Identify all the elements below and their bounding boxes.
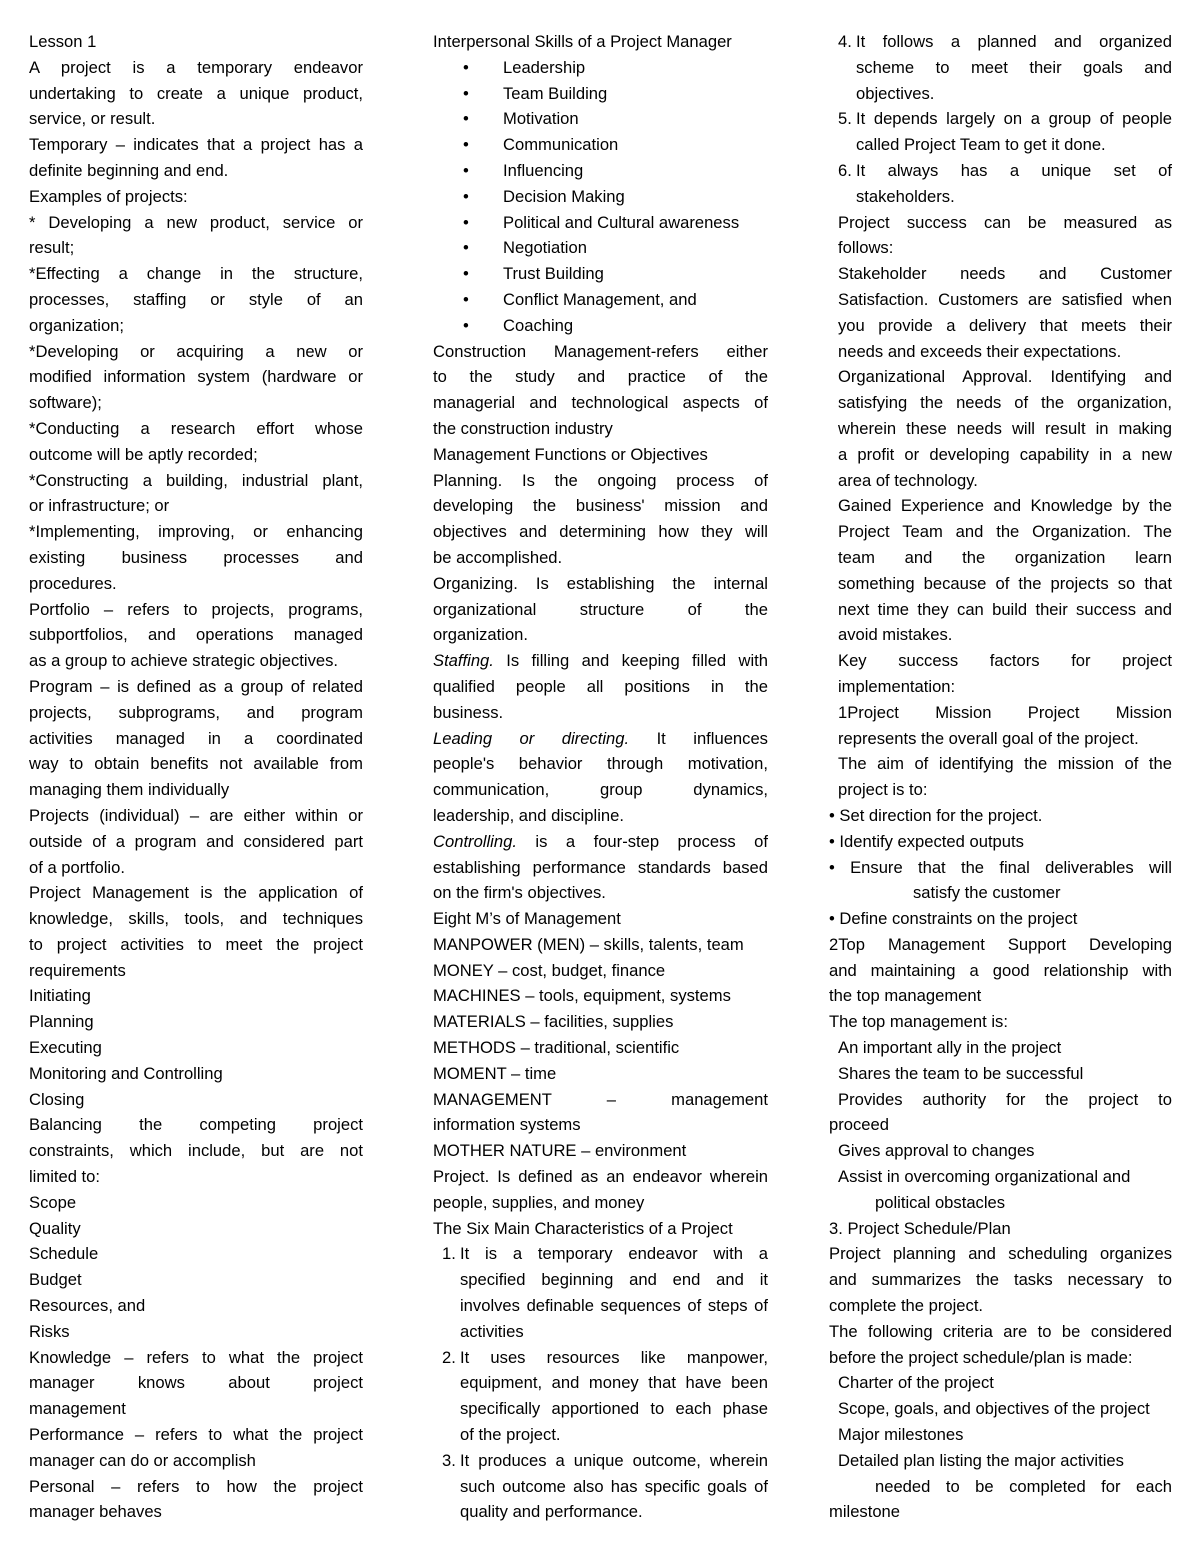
text-line: Risks — [29, 1321, 70, 1341]
list-number: 4. — [838, 32, 852, 51]
text-line: procedures. — [29, 573, 117, 593]
list-text: It is a temporary endeavor with a — [460, 1244, 768, 1264]
term-definition: is a four-step process of — [516, 831, 768, 851]
bullet-list-item — [433, 210, 768, 236]
text-line: Assist in overcoming organizational and — [838, 1167, 1131, 1187]
text-line: Major milestones — [838, 1425, 964, 1445]
text-line: Temporary – indicates that a project has a — [29, 135, 363, 155]
text-line: Knowledge – refers to what the project — [29, 1347, 363, 1367]
text-line: follows: — [838, 238, 894, 258]
text-line: area of technology. — [838, 470, 978, 490]
text-line: Planning — [29, 1012, 94, 1032]
text-line: Stakeholder needs and Customer — [838, 264, 1172, 284]
text-line: scheme to meet their goals and — [856, 57, 1172, 77]
text-line: undertaking to create a unique product, — [29, 83, 363, 103]
numbered-list-item — [433, 1241, 768, 1267]
text-line: Executing — [29, 1038, 102, 1058]
text-line: Project success can be measured as — [838, 212, 1172, 232]
text-line: Budget — [29, 1270, 82, 1290]
bullet-icon: • — [463, 160, 469, 180]
bullet-list-item — [433, 184, 768, 210]
text-line: Construction Management-refers either — [433, 341, 768, 361]
text-line: or infrastructure; or — [29, 496, 170, 516]
text-line: team and the organization learn — [838, 547, 1172, 567]
text-line: Project. Is defined as an endeavor wherein — [433, 1167, 768, 1187]
bullet-text: Decision Making — [503, 186, 625, 206]
text-line: requirements — [29, 960, 126, 980]
text-line: managerial and technological aspects of — [433, 393, 768, 413]
text-line: modified information system (hardware or — [29, 367, 363, 387]
list-text: It follows a planned and organized — [856, 32, 1172, 51]
column-left — [29, 29, 363, 1525]
text-line: limited to: — [29, 1167, 101, 1187]
text-line: Organizing. Is establishing the internal — [433, 573, 768, 593]
text-line: satisfying the needs of the organization, — [838, 393, 1172, 413]
text-line — [433, 648, 768, 674]
text-line: processes, staffing or style of an — [29, 289, 363, 309]
text-line: stakeholders. — [856, 186, 955, 206]
text-line: specified beginning and end and it — [460, 1270, 768, 1290]
text-line: Project Management is the application of — [29, 883, 363, 903]
text-line: Interpersonal Skills of a Project Manager — [433, 32, 732, 51]
bullet-text: Political and Cultural awareness — [503, 212, 740, 232]
text-line: knowledge, skills, tools, and techniques — [29, 909, 363, 929]
list-number: 1. — [442, 1244, 456, 1264]
text-line: implementation: — [838, 676, 956, 696]
text-line: An important ally in the project — [838, 1038, 1062, 1058]
text-line: Scope, goals, and objectives of the project — [838, 1399, 1150, 1419]
text-line: proceed — [829, 1115, 889, 1135]
text-line: to project activities to meet the project — [29, 934, 363, 954]
text-line: • Identify expected outputs — [829, 831, 1024, 851]
numbered-list-item — [829, 106, 1172, 132]
text-line: wherein these needs will result in making — [838, 418, 1172, 438]
text-line: Scope — [29, 1192, 77, 1212]
text-line: Organizational Approval. Identifying and — [838, 367, 1172, 387]
text-line: called Project Team to get it done. — [856, 135, 1106, 155]
text-line: MOMENT – time — [433, 1063, 557, 1083]
bullet-icon: • — [463, 289, 469, 309]
text-line: objectives. — [856, 83, 935, 103]
text-line: complete the project. — [829, 1296, 984, 1316]
numbered-list-item — [829, 29, 1172, 55]
column-middle — [433, 29, 768, 1525]
text-line: manager knows about project — [29, 1373, 363, 1393]
bullet-text: Motivation — [503, 109, 579, 129]
text-line — [433, 726, 768, 752]
text-line: The following criteria are to be considered — [829, 1321, 1172, 1341]
text-line: subportfolios, and operations managed — [29, 625, 363, 645]
bullet-text: Leadership — [503, 57, 586, 77]
text-line: avoid mistakes. — [838, 625, 953, 645]
text-line: leadership, and discipline. — [433, 805, 624, 825]
text-line: quality and performance. — [460, 1502, 643, 1522]
text-line: 3. Project Schedule/Plan — [829, 1218, 1011, 1238]
list-number: 3. — [442, 1450, 456, 1470]
bullet-list-item — [433, 287, 768, 313]
text-line: needs and exceeds their expectations. — [838, 341, 1122, 361]
text-line: Resources, and — [29, 1296, 146, 1316]
text-line: specifically apportioned to each phase — [460, 1399, 768, 1419]
text-line: project is to: — [838, 780, 928, 800]
bullet-icon: • — [463, 212, 469, 232]
bullet-icon: • — [463, 109, 469, 129]
text-line: 2Top Management Support Developing — [829, 934, 1172, 954]
bullet-icon: • — [463, 135, 469, 155]
text-line: Gained Experience and Knowledge by the — [838, 496, 1172, 516]
bullet-list-item — [433, 132, 768, 158]
text-line: service, or result. — [29, 109, 156, 129]
bullet-list-item — [433, 106, 768, 132]
text-line: * Developing a new product, service or — [29, 212, 363, 232]
text-line: equipment, and money that have been — [460, 1373, 768, 1393]
text-line: objectives and determining how they will — [433, 522, 768, 542]
text-line: management — [29, 1399, 126, 1419]
bullet-list-item — [433, 81, 768, 107]
text-line: manager behaves — [29, 1502, 162, 1522]
text-line: • Set direction for the project. — [829, 805, 1043, 825]
term-italic: Staffing. — [433, 651, 494, 671]
list-number: 5. — [838, 109, 852, 129]
text-line: result; — [29, 238, 75, 258]
text-line: Projects (individual) – are either within or — [29, 805, 363, 825]
text-line: milestone — [829, 1502, 901, 1522]
text-line: MANPOWER (MEN) – skills, talents, team — [433, 934, 744, 954]
bullet-list-item — [433, 235, 768, 261]
text-line: *Implementing, improving, or enhancing — [29, 522, 363, 542]
text-line: satisfy the customer — [913, 883, 1061, 903]
text-line: and summarizes the tasks necessary to — [829, 1270, 1172, 1290]
text-line: involves definable sequences of steps of — [460, 1296, 768, 1316]
text-line: A project is a temporary endeavor — [29, 57, 363, 77]
term-definition: Is filling and keeping filled with — [493, 651, 768, 671]
text-line: Closing — [29, 1089, 85, 1109]
bullet-text: Communication — [503, 135, 619, 155]
text-line: organization; — [29, 315, 125, 335]
text-line: people, supplies, and money — [433, 1192, 645, 1212]
text-line: Personal – refers to how the project — [29, 1476, 363, 1496]
text-line: something because of the projects so that — [838, 573, 1172, 593]
text-line: and maintaining a good relationship with — [829, 960, 1172, 980]
text-line: The top management is: — [829, 1012, 1008, 1032]
text-line: Balancing the competing project — [29, 1115, 363, 1135]
term-definition: It influences — [629, 728, 768, 748]
bullet-icon: • — [463, 264, 469, 284]
text-line: *Constructing a building, industrial plant, — [29, 470, 363, 490]
text-line: information systems — [433, 1115, 581, 1135]
text-line: • Define constraints on the project — [829, 909, 1078, 929]
numbered-list-item — [829, 158, 1172, 184]
text-line: Examples of projects: — [29, 186, 188, 206]
bullet-list-item — [433, 158, 768, 184]
text-line: MANAGEMENT – management — [433, 1089, 768, 1109]
text-line: business. — [433, 702, 504, 722]
list-number: 6. — [838, 160, 852, 180]
text-line: Charter of the project — [838, 1373, 994, 1393]
text-line: organization. — [433, 625, 529, 645]
text-line: MATERIALS – facilities, supplies — [433, 1012, 674, 1032]
list-text: It always has a unique set of — [856, 160, 1172, 180]
text-line: 1Project Mission Project Mission — [838, 702, 1172, 722]
text-line: Quality — [29, 1218, 81, 1238]
text-line: Gives approval to changes — [838, 1141, 1035, 1161]
text-line: The aim of identifying the mission of the — [838, 754, 1172, 774]
text-line: needed to be completed for each — [875, 1476, 1172, 1496]
text-line: on the firm's objectives. — [433, 883, 606, 903]
text-line: Schedule — [29, 1244, 99, 1264]
text-line: Program – is defined as a group of related — [29, 676, 363, 696]
bullet-icon: • — [463, 83, 469, 103]
bullet-text: Coaching — [503, 315, 574, 335]
text-line: Lesson 1 — [29, 32, 97, 51]
text-line: MOTHER NATURE – environment — [433, 1141, 687, 1161]
text-line: people's behavior through motivation, — [433, 754, 768, 774]
text-line: Key success factors for project — [838, 651, 1172, 671]
bullet-text: Conflict Management, and — [503, 289, 697, 309]
text-line: Project planning and scheduling organizes — [829, 1244, 1172, 1264]
text-line: Management Functions or Objectives — [433, 444, 708, 464]
list-number: 2. — [442, 1347, 456, 1367]
text-line: software); — [29, 393, 102, 413]
column-right — [829, 29, 1172, 1525]
text-line: MONEY – cost, budget, finance — [433, 960, 666, 980]
text-line: MACHINES – tools, equipment, systems — [433, 986, 731, 1006]
text-line: Performance – refers to what the project — [29, 1425, 363, 1445]
text-line: *Effecting a change in the structure, — [29, 264, 363, 284]
text-line: you provide a delivery that meets their — [838, 315, 1172, 335]
bullet-text: Negotiation — [503, 238, 587, 258]
text-line: represents the overall goal of the project. — [838, 728, 1139, 748]
text-line: *Developing or acquiring a new or — [29, 341, 363, 361]
bullet-text: Team Building — [503, 83, 608, 103]
text-line: The Six Main Characteristics of a Project — [433, 1218, 733, 1238]
text-line: manager can do or accomplish — [29, 1450, 256, 1470]
text-line: qualified people all positions in the — [433, 676, 768, 696]
list-text: It produces a unique outcome, wherein — [460, 1450, 768, 1470]
text-line: activities managed in a coordinated — [29, 728, 363, 748]
text-line: outcome will be aptly recorded; — [29, 444, 258, 464]
text-line: political obstacles — [875, 1192, 1006, 1212]
text-line: Initiating — [29, 986, 91, 1006]
text-line — [433, 829, 768, 855]
text-line: managing them individually — [29, 780, 230, 800]
text-line: communication, group dynamics, — [433, 780, 768, 800]
text-line: outside of a program and considered part — [29, 831, 363, 851]
list-text: It uses resources like manpower, — [460, 1347, 768, 1367]
text-line: of the project. — [460, 1425, 561, 1445]
list-text: It depends largely on a group of people — [856, 109, 1172, 129]
text-line: the construction industry — [433, 418, 613, 438]
text-line: constraints, which include, but are not — [29, 1141, 363, 1161]
bullet-icon: • — [463, 238, 469, 258]
text-line: definite beginning and end. — [29, 160, 229, 180]
text-line: Planning. Is the ongoing process of — [433, 470, 768, 490]
bullet-text: Trust Building — [503, 264, 604, 284]
text-line: the top management — [829, 986, 982, 1006]
text-line: as a group to achieve strategic objectives. — [29, 651, 339, 671]
text-line: of a portfolio. — [29, 857, 125, 877]
text-line: be accomplished. — [433, 547, 563, 567]
bullet-icon: • — [463, 315, 469, 335]
text-line: next time they can build their success and — [838, 599, 1172, 619]
text-line: projects, subprograms, and program — [29, 702, 363, 722]
text-line: Shares the team to be successful — [838, 1063, 1084, 1083]
text-line: way to obtain benefits not available from — [29, 754, 363, 774]
text-line: Project Team and the Organization. The — [838, 522, 1172, 542]
text-line: Portfolio – refers to projects, programs, — [29, 599, 363, 619]
bullet-list-item — [433, 313, 768, 339]
text-line: a profit or developing capability in a new — [838, 444, 1172, 464]
text-line: organizational structure of the — [433, 599, 768, 619]
numbered-list-item — [433, 1448, 768, 1474]
text-line: *Conducting a research effort whose — [29, 418, 363, 438]
bullet-icon: • — [463, 186, 469, 206]
text-line: developing the business' mission and — [433, 496, 768, 516]
text-line: Satisfaction. Customers are satisfied when — [838, 289, 1172, 309]
term-italic: Controlling. — [433, 831, 517, 851]
text-line: • Ensure that the final deliverables will — [829, 857, 1172, 877]
text-line: before the project schedule/plan is made: — [829, 1347, 1133, 1367]
text-line: Provides authority for the project to — [838, 1089, 1172, 1109]
text-line: such outcome also has specific goals of — [460, 1476, 768, 1496]
text-line: to the study and practice of the — [433, 367, 768, 387]
text-line: activities — [460, 1321, 524, 1341]
text-line: establishing performance standards based — [433, 857, 768, 877]
bullet-list-item — [433, 55, 768, 81]
bullet-list-item — [433, 261, 768, 287]
bullet-icon: • — [463, 57, 469, 77]
text-line: Detailed plan listing the major activities — [838, 1450, 1124, 1470]
text-line: existing business processes and — [29, 547, 363, 567]
text-line: METHODS – traditional, scientific — [433, 1038, 680, 1058]
bullet-text: Influencing — [503, 160, 584, 180]
text-line: Monitoring and Controlling — [29, 1063, 223, 1083]
numbered-list-item — [433, 1345, 768, 1371]
term-italic: Leading or directing. — [433, 728, 630, 748]
text-line: Eight M’s of Management — [433, 909, 621, 929]
